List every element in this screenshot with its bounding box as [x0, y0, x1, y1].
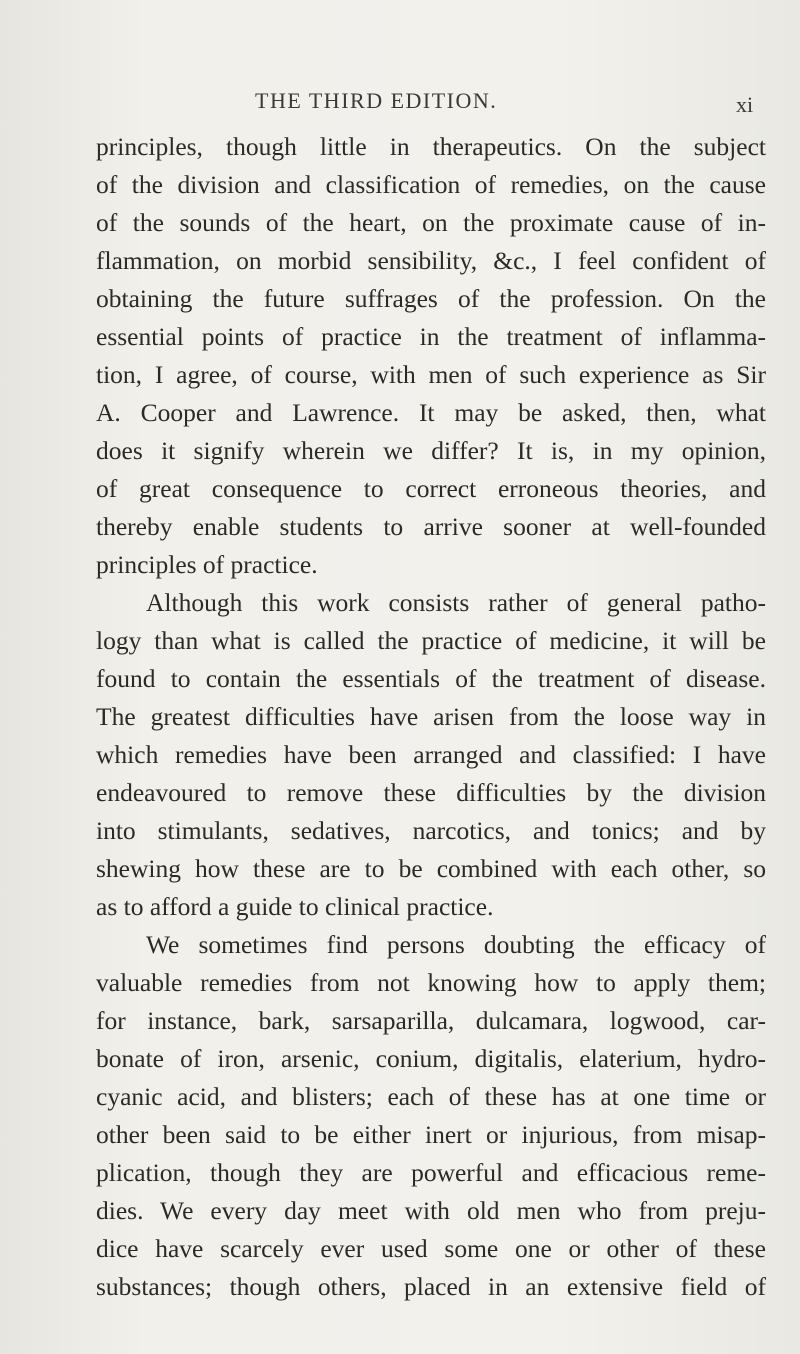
text-line: into stimulants, sedatives, narcotics, and tonics; and by [96, 816, 766, 845]
text-line: found to contain the essentials of the treatment of disease. [96, 664, 766, 693]
text-line: principles, though little in therapeutics. On the subject [96, 132, 766, 161]
body-text [96, 128, 766, 1306]
paragraph-2 [96, 584, 766, 926]
text-line: which remedies have been arranged and classified: I have [96, 740, 766, 769]
text-line: dies. We every day meet with old men who from preju- [96, 1196, 766, 1225]
text-line: for instance, bark, sarsaparilla, dulcamara, logwood, car- [96, 1006, 766, 1035]
text-line: The greatest difficulties have arisen from the loose way in [96, 702, 766, 731]
text-line: substances; though others, placed in an extensive field of [96, 1272, 766, 1301]
text-line: bonate of iron, arsenic, conium, digitalis, elaterium, hydro- [96, 1044, 766, 1073]
paragraph-3 [96, 926, 766, 1306]
text-line: does it signify wherein we differ? It is, in my opinion, [96, 436, 766, 465]
text-line: as to afford a guide to clinical practice. [96, 892, 494, 921]
text-line: tion, I agree, of course, with men of such experience as Sir [96, 360, 766, 389]
text-line: of the sounds of the heart, on the proximate cause of in- [96, 208, 766, 237]
text-line: endeavoured to remove these difficulties by the division [96, 778, 766, 807]
text-line: Although this work consists rather of general patho- [146, 588, 766, 617]
text-line: other been said to be either inert or injurious, from misap- [96, 1120, 766, 1149]
text-line: essential points of practice in the treatment of inflamma- [96, 322, 766, 351]
text-line: cyanic acid, and blisters; each of these has at one time or [96, 1082, 766, 1111]
text-line: flammation, on morbid sensibility, &c., I feel confident of [96, 246, 766, 275]
text-line: valuable remedies from not knowing how to apply them; [96, 968, 766, 997]
running-title: THE THIRD EDITION. [255, 88, 498, 113]
text-line: logy than what is called the practice of medicine, it will be [96, 626, 766, 655]
text-line: thereby enable students to arrive sooner at well-founded [96, 512, 766, 541]
text-line: plication, though they are powerful and efficacious reme- [96, 1158, 766, 1187]
text-line: shewing how these are to be combined with each other, so [96, 854, 766, 883]
text-line: of great consequence to correct erroneous theories, and [96, 474, 766, 503]
text-line: of the division and classification of remedies, on the cause [96, 170, 766, 199]
text-line: principles of practice. [96, 550, 318, 579]
text-line: A. Cooper and Lawrence. It may be asked, then, what [96, 398, 766, 427]
page-number: xi [736, 92, 754, 117]
text-line: dice have scarcely ever used some one or other of these [96, 1234, 766, 1263]
text-line: obtaining the future suffrages of the profession. On the [96, 284, 766, 313]
text-line: We sometimes find persons doubting the efficacy of [146, 930, 766, 959]
paragraph-1 [96, 128, 766, 584]
